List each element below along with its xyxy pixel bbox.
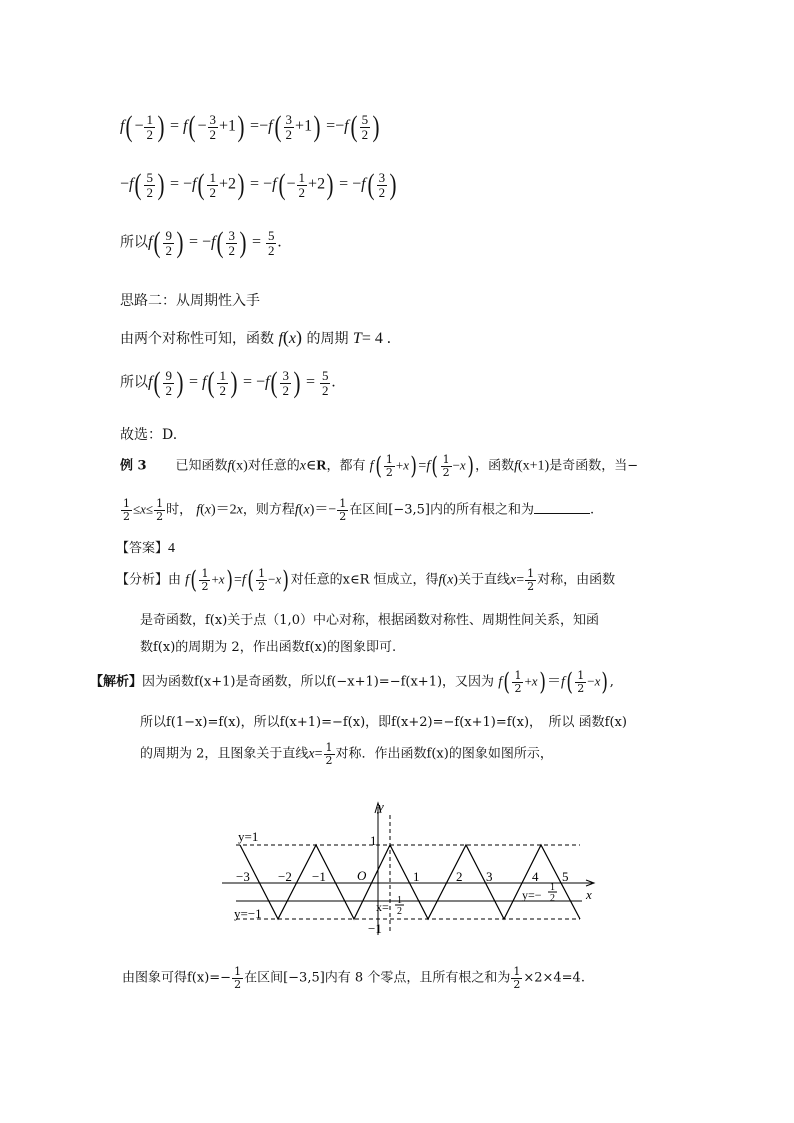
tick-4: 4 (532, 869, 539, 884)
equation-line-6: 所以f( $\frac{9}{2}$ ) = f( $\frac{1}{2}$ ) = −f( $\frac{3}{2}$ ) = $\frac{5}{2}$ . (120, 366, 336, 399)
label-y-half-den: 2 (550, 893, 555, 904)
equation-line-3: 所以f( $\frac{9}{2}$ ) = −f( $\frac{3}{2}$ ) = $\frac{5}{2}$ . (120, 226, 282, 259)
label-y-minus-1: y=−1 (234, 906, 262, 921)
tick-neg-3: −3 (236, 869, 250, 884)
tick-1: 1 (413, 869, 420, 884)
equation-line-1: f(− $\frac{1}{2}$ ) = f(− $\frac{3}{2}$ +1) =−f( $\frac{3}{2}$ +1) =−f( $\frac{5}{2}$ ) (120, 110, 380, 143)
analysis-line-1: 【分析】由 f( $\frac{1}{2}$ +x)=f( $\frac{1}{2}$ −x)对任意的x∈R 恒成立，得f(x)关于直线x= $\frac{1}{2}$ 对称，由函数 (116, 566, 616, 595)
label-y-1: y=1 (238, 829, 259, 844)
answer-blank[interactable] (534, 501, 590, 514)
tick-2: 2 (456, 869, 463, 884)
label-y-half-num: 1 (550, 882, 555, 893)
label-x-eq: x= (376, 900, 389, 914)
y-axis-label: y (378, 799, 384, 814)
solution-line-3: 的周期为 2，且图象关于直线x= $\frac{1}{2}$ 对称．作出函数f(x)的图象如图所示， (140, 741, 553, 767)
label-x-half-num: 1 (397, 895, 402, 906)
equation-line-2: −f( $\frac{5}{2}$ ) = −f( $\frac{1}{2}$ +2) = −f(− $\frac{1}{2}$ +2) = −f( $\frac{3}{2}$ ) (120, 168, 397, 201)
tick-3: 3 (486, 869, 493, 884)
label-x-half-den: 2 (397, 906, 402, 917)
label-one: 1 (370, 833, 377, 848)
analysis-line-2: 是奇函数，f(x)关于点（1,0）中心对称，根据函数对称性、周期性间关系，知函 (140, 613, 599, 628)
label-minus-one: −1 (368, 921, 382, 936)
label-y-neg-half: y=− (522, 888, 542, 902)
solution-line-2: 所以f(1−x)=f(x)，所以f(x+1)=−f(x)，即f(x+2)=−f(x+1)=f(x)， 所以 函数f(x) (140, 715, 627, 730)
tick-neg-1: −1 (312, 869, 326, 884)
answer-line: 【答案】4 (116, 541, 176, 556)
example-3-line-1: 例 3 已知函数f(x)对任意的x∈R，都有 f( $\frac{1}{2}$ +x)=f( $\frac{1}{2}$ −x)，函数f(x+1)是奇函数，当− (120, 452, 639, 481)
example-3-line-2: $\frac{1}{2}$ ≤x≤ $\frac{1}{2}$ 时， f(x)＝2x，则方程f(x)＝− $\frac{1}{2}$ 在区间[−3,5]内的所有根之和为 . (123, 497, 595, 523)
idea-2-heading: 思路二：从周期性入手 (120, 293, 260, 309)
x-axis-label: x (586, 887, 592, 902)
solution-line-1: 【解析】因为函数f(x+1)是奇函数，所以f(−x+1)=−f(x+1)，又因为 f( $\frac{1}{2}$ +x)＝f( $\frac{1}{2}$ −x), (90, 668, 614, 697)
tick-5: 5 (562, 869, 569, 884)
tick-neg-2: −2 (278, 869, 292, 884)
function-graph (0, 795, 794, 995)
analysis-line-3: 数f(x)的周期为 2，作出函数f(x)的图象即可. (140, 640, 397, 655)
origin-label: O (357, 868, 367, 883)
answer-choice: 故选：D. (120, 427, 178, 443)
period-line: 由两个对称性可知，函数 f(x) 的周期 T= 4 . (120, 327, 391, 347)
conclusion-line: 由图象可得f(x)=− $\frac{1}{2}$ 在区间[−3,5]内有 8 个零点，且所有根之和为 $\frac{1}{2}$ ×2×4=4. (122, 965, 585, 991)
